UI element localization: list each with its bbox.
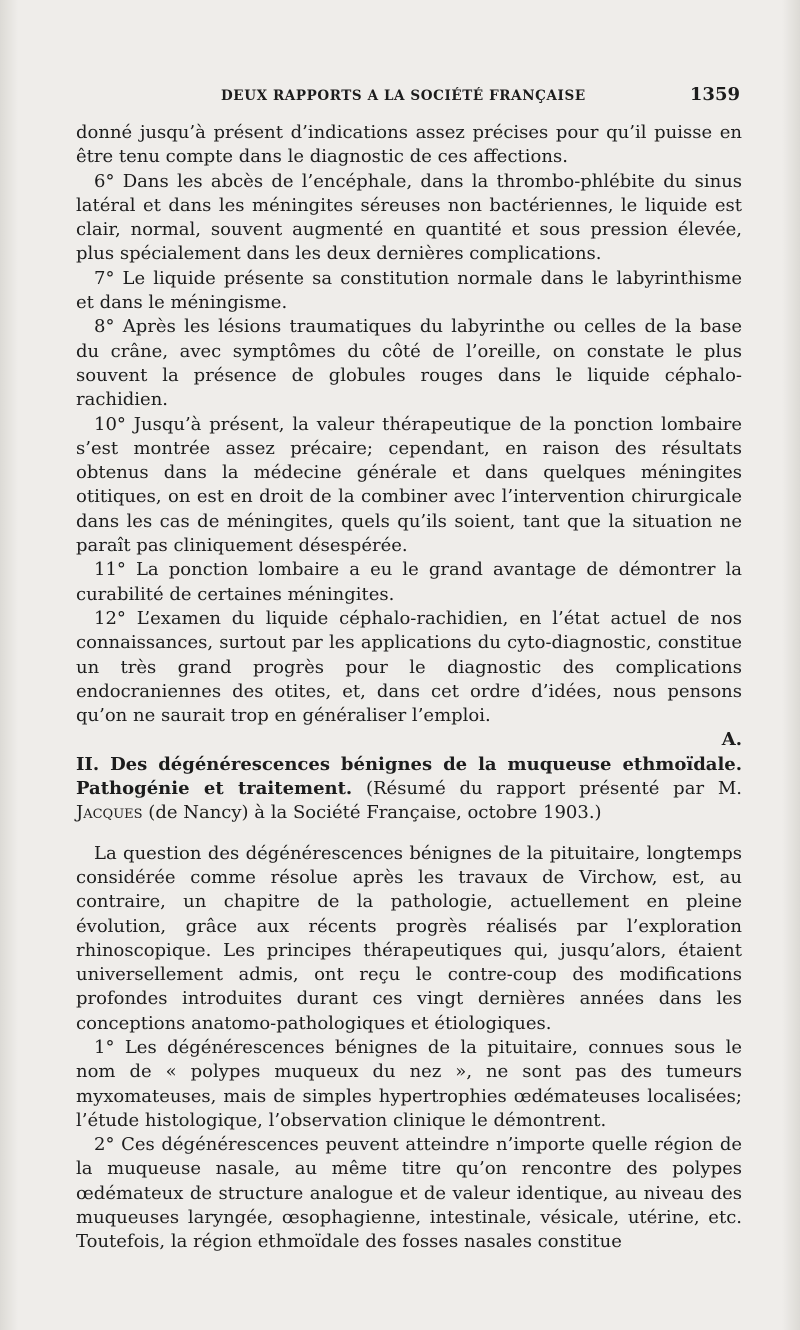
- section-title: II. Des dégénérescences bénignes de la muqueuse ethmoïdale. Pathogénie et traitement.: [76, 753, 742, 800]
- paragraph-point-2: 2° Ces dégénérescences peuvent atteindre n’importe quelle région de la muqueuse nasale, au même titre qu’on rencontre des polypes œdémateux de structure analogue et de valeur identique, au niveau des muqueuses laryngée, œsophagienne, intestinale, vésicale, utérine, etc. Toutefois, la région ethmoïdale des fosses nasales constitue: [76, 1134, 742, 1253]
- page-body: [76, 121, 742, 1255]
- paragraph-item-11: 11° La ponction lombaire a eu le grand avantage de démontrer la curabilité de certaines méningites.: [76, 559, 742, 605]
- page-header: [76, 84, 740, 106]
- author-signature: A.: [721, 729, 742, 751]
- paragraph-point-1: 1° Les dégénérescences bénignes de la pituitaire, connues sous le nom de « polypes muqueux du nez », ne sont pas des tumeurs myxomateuses, mais de simples hypertrophies œdémateuses localisées; l’étude histologique, l’observation clinique le démontrent.: [76, 1036, 742, 1131]
- page-number: 1359: [689, 84, 740, 105]
- paragraph-item-7: 7° Le liquide présente sa constitution normale dans le labyrinthisme et dans le méningisme.: [76, 267, 742, 314]
- paragraph-continued: donné jusqu’à présent d’indications assez précises pour qu’il puisse en être tenu compte dans le diagnostic de ces affections.: [76, 122, 742, 168]
- paragraph-item-8: 8° Après les lésions traumatiques du labyrinthe ou celles de la base du crâne, avec symptômes du côté de l’oreille, on constate le plus souvent la présence de globules rouges dans le liquide céphalo-rachidien.: [76, 316, 742, 411]
- paragraph-intro: La question des dégénérescences bénignes de la pituitaire, longtemps considérée comme résolue après les travaux de Virchow, est, au contraire, un chapitre de la pathologie, actuellement en pleine évolution, grâce aux récents progrès réalisés par l’exploration rhinoscopique. Les principes thérapeutiques qui, jusqu’alors, étaient universellement admis, ont reçu le contre-coup des modifications profondes introduites durant ces vingt dernières années dans les conceptions anatomo-pathologiques et étiologiques.: [76, 842, 742, 1034]
- section-reference-after: (de Nancy) à la Société Française, octobre 1903.): [148, 802, 602, 824]
- paragraph-item-12: 12° L’examen du liquide céphalo-rachidien, en l’état actuel de nos connaissances, surtout par les applications du cyto-diagnostic, constitue un très grand progrès pour le diagnostic des complications endocraniennes des otites, et, dans cet ordre d’idées, nous pensons qu’on ne saurait trop en généraliser l’emploi.: [76, 607, 742, 727]
- running-title: DEUX RAPPORTS A LA SOCIÉTÉ FRANÇAISE: [221, 88, 586, 104]
- paragraph-item-10: 10° Jusqu’à présent, la valeur thérapeutique de la ponction lombaire s’est montrée assez précaire; cependant, en raison des résultats obtenus dans la médecine générale et dans quelques méningites otitiques, on est en droit de la combiner avec l’intervention chirurgicale dans les cas de méningites, quels qu’ils soient, tant que la situation ne paraît pas cliniquement désespérée.: [76, 413, 742, 557]
- paragraph-item-6: 6° Dans les abcès de l’encéphale, dans la thrombo-phlébite du sinus latéral et dans les méningites séreuses non bactériennes, le liquide est clair, normal, souvent augmenté en quantité et sous pression élevée, plus spécialement dans les deux dernières complications.: [76, 170, 742, 265]
- section-reference-author: Jacques: [76, 802, 143, 824]
- section-heading: [76, 753, 742, 826]
- section-reference-before: (Résumé du rapport présenté par M.: [365, 778, 742, 800]
- section-spacer: [76, 826, 742, 842]
